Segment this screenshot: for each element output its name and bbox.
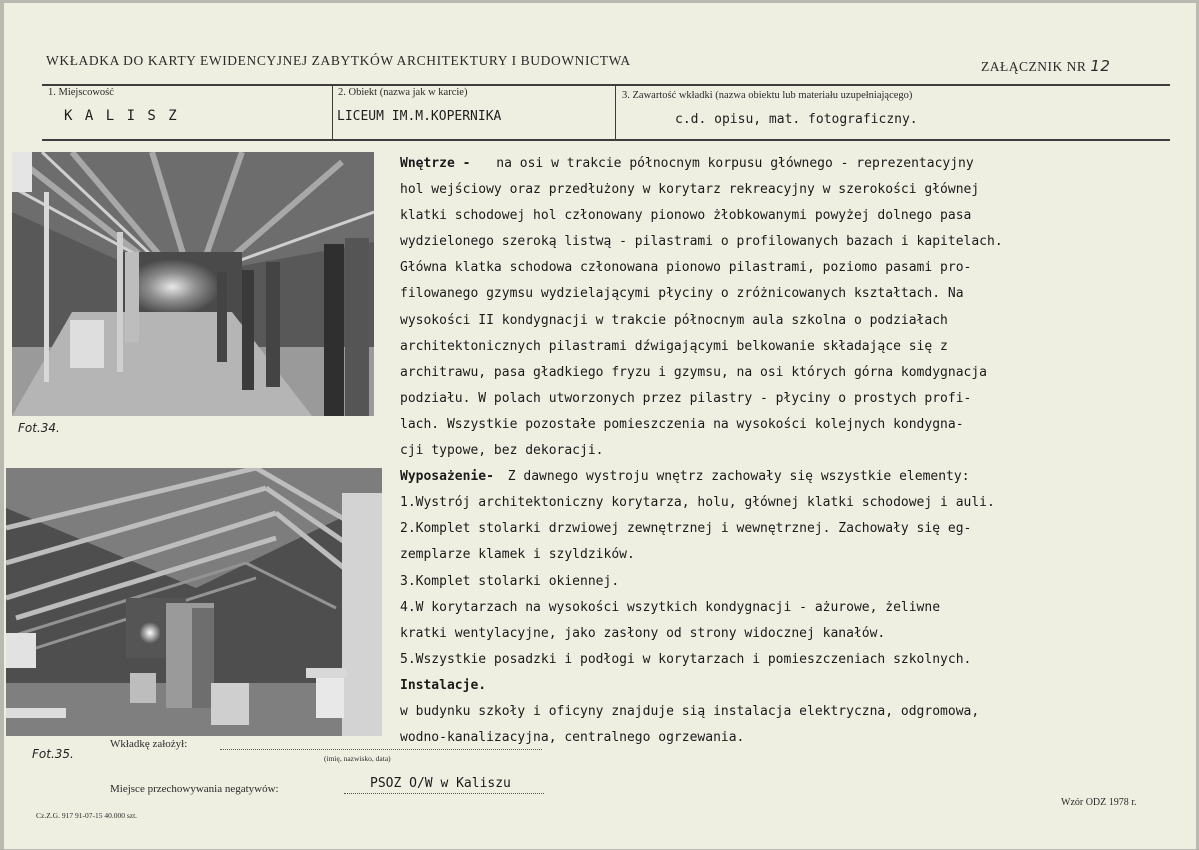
interior-heading-line <box>400 151 1175 177</box>
text-line: wysokości II kondygnacji w trakcie północnym aula szkolna o podziałach <box>400 312 948 328</box>
attic-photo-2 <box>6 468 382 736</box>
form-page <box>4 3 1196 849</box>
text-line: 3.Komplet stolarki okiennej. <box>400 573 620 589</box>
object-label: 2. Obiekt (nazwa jak w karcie) <box>338 87 468 98</box>
print-code: Cz.Z.G. 917 91-07-15 40.000 szt. <box>36 811 138 820</box>
installations-heading: Instalacje. <box>400 677 487 693</box>
text-line: 4.W korytarzach na wysokości wszytkich kondygnacji - ażurowe, żeliwne <box>400 599 941 615</box>
equipment-heading: Wyposażenie- <box>400 469 494 485</box>
text-line: architektonicznych pilastrami dźwigającymi belkowanie składające się z <box>400 338 948 354</box>
place-label: 1. Miejscowość <box>48 87 114 98</box>
header-top-rule <box>42 84 1170 86</box>
annex-number: 12 <box>1090 57 1111 75</box>
text-line: klatki schodowej hol członowany pionowo żłobkowanymi powyżej dolnego pasa <box>400 208 972 224</box>
text-line: podziału. W polach utworzonych przez pilastry - płyciny o prostych profi- <box>400 390 972 406</box>
text-line: cji typowe, bez dekoracji. <box>400 443 604 459</box>
photo-2-caption: Fot.35. <box>32 747 74 761</box>
description-text <box>400 151 1175 751</box>
equipment-first-line: Z dawnego wystroju wnętrz zachowały się wszystkie elementy: <box>507 469 970 485</box>
text-line: lach. Wszystkie pozostałe pomieszczenia na wysokości kolejnych kondygna- <box>400 416 964 432</box>
negatives-line <box>344 793 544 794</box>
photo-1-caption: Fot.34. <box>18 421 60 435</box>
place-value: K A L I S Z <box>64 108 179 124</box>
installations-heading-line <box>400 673 1175 699</box>
content-label: 3. Zawartość wkładki (nazwa obiektu lub materiału uzupełniającego) <box>622 90 913 101</box>
text-line: w budynku szkoły i oficyny znajduje sią instalacja elektryczna, odgromowa, <box>400 703 980 719</box>
text-line: Główna klatka schodowa członowana pionowo pilastrami, poziomo pasami pro- <box>400 260 972 276</box>
text-line: 5.Wszystkie posadzki i podłogi w korytarzach i pomieszczeniach szkolnych. <box>400 651 972 667</box>
annex-label <box>981 57 1110 75</box>
text-line: 2.Komplet stolarki drzwiowej zewnętrznej i wewnętrznej. Zachowały się eg- <box>400 521 972 537</box>
text-line: wodno-kanalizacyjna, centralnego ogrzewania. <box>400 730 745 746</box>
header-divider-2 <box>615 84 616 140</box>
text-line: zemplarze klamek i szyldzików. <box>400 547 635 563</box>
interior-first-line: na osi w trakcie północnym korpusu głównego - reprezentacyjny <box>496 156 974 171</box>
annex-label-text: ZAŁĄCZNIK NR <box>981 59 1087 74</box>
inserted-by-line <box>220 749 542 750</box>
text-line: wydzielonego szeroką listwą - pilastrami o profilowanych bazach i kapitelach. <box>400 234 1003 250</box>
interior-heading: Wnętrze - <box>400 156 471 171</box>
text-line: 1.Wystrój architektoniczny korytarza, holu, głównej klatki schodowej i auli. <box>400 495 995 511</box>
inserted-by-hint: (imię, nazwisko, data) <box>324 754 391 763</box>
equipment-heading-line <box>400 464 1175 490</box>
header-divider-1 <box>332 84 333 140</box>
text-line: hol wejściowy oraz przedłużony w korytarz rekreacyjny w szerokości głównej <box>400 182 980 198</box>
attic-photo-1 <box>12 152 374 416</box>
text-line: filowanego gzymsu wydzielającymi płyciny o zróżnicowanych kształtach. Na <box>400 286 964 302</box>
form-model: Wzór ODZ 1978 r. <box>1061 797 1137 808</box>
inserted-by-label: Wkładkę założył: <box>110 738 188 750</box>
negatives-value: PSOZ O/W w Kaliszu <box>370 776 511 791</box>
header-bottom-rule <box>42 139 1170 141</box>
negatives-label: Miejsce przechowywania negatywów: <box>110 783 279 795</box>
content-value: c.d. opisu, mat. fotograficzny. <box>675 112 918 127</box>
form-title: WKŁADKA DO KARTY EWIDENCYJNEJ ZABYTKÓW ARCHITEKTURY I BUDOWNICTWA <box>46 53 631 68</box>
object-value: LICEUM IM.M.KOPERNIKA <box>337 109 502 124</box>
text-line: kratki wentylacyjne, jako zasłony od strony widocznej kanałów. <box>400 625 886 641</box>
text-line: architrawu, pasa gładkiego fryzu i gzymsu, na osi których górna komdygnacja <box>400 364 987 380</box>
